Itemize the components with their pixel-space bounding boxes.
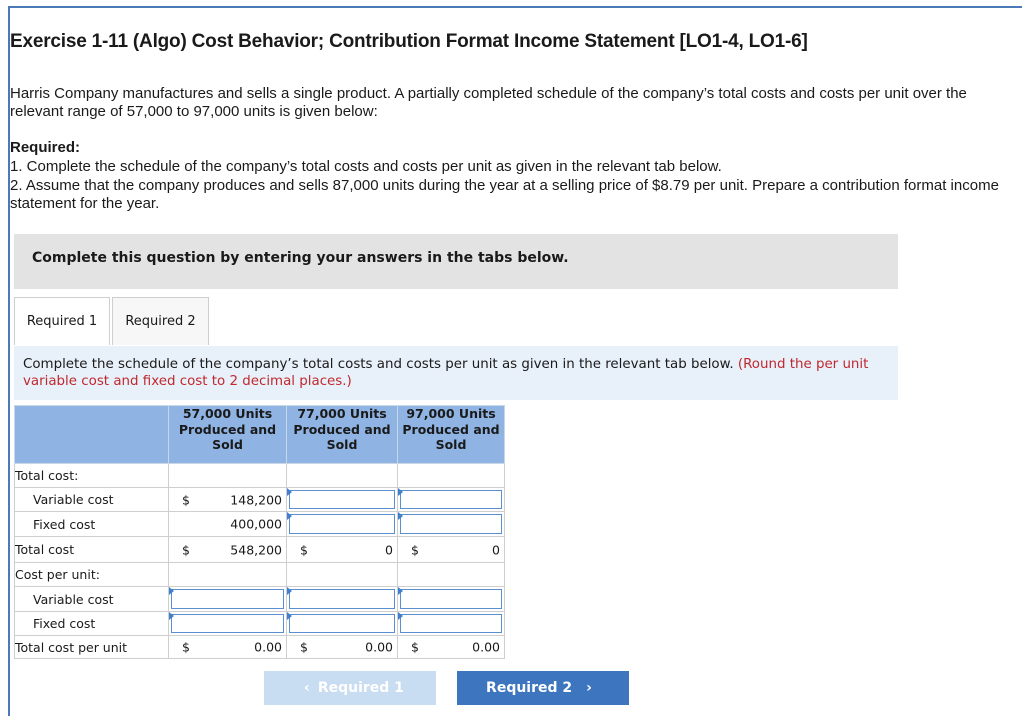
total-cost-per-unit-label: Total cost per unit [15,636,169,659]
header-77000: 77,000 Units Produced and Sold [287,406,398,464]
tab-required-1-label: Required 1 [26,314,98,329]
tab-required-2-label: Required 2 [125,314,196,329]
next-required-2-button[interactable] [457,671,629,705]
total-per-unit-77000: $ 0.00 [287,636,398,659]
chevron-right-icon: › [586,680,592,696]
pu-fixed-cost-57000-input[interactable] [171,614,284,633]
table-row [15,464,505,488]
fixed-cost-57000: 400,000 [169,512,287,537]
pu-fixed-cost-label: Fixed cost [15,612,169,636]
tabs-banner [14,234,898,289]
variable-cost-97000-cell [398,488,505,512]
fixed-cost-label: Fixed cost [15,512,169,537]
fixed-cost-77000-input[interactable] [289,514,395,534]
variable-cost-57000: $ 148,200 [169,488,287,512]
prev-button-label: Required 1 [317,680,404,696]
cost-per-unit-section-label: Cost per unit: [15,563,169,587]
prev-required-1-button[interactable] [264,671,436,705]
variable-cost-77000-input[interactable] [289,490,395,509]
instruction-box [14,346,898,400]
instruction-text: Complete the schedule of the company’s total costs and costs per unit as given in the relevant tab below. [23,357,734,372]
page-title: Exercise 1-11 (Algo) Cost Behavior; Contribution Format Income Statement [LO1-4, LO1-6] [10,31,808,52]
pu-variable-cost-label: Variable cost [15,587,169,612]
total-cost-97000: $ 0 [398,537,505,563]
next-button-label: Required 2 [486,680,573,696]
intro-text: Harris Company manufactures and sells a single product. A partially completed schedule of the company’s total costs and costs per unit over the relevant range of 57,000 to 97,000 units is given below: [10,85,967,120]
table-row [15,612,505,636]
fixed-cost-77000-cell [287,512,398,537]
header-97000: 97,000 Units Produced and Sold [398,406,505,464]
pu-fixed-cost-97000-input[interactable] [400,614,502,633]
required-heading: Required: [10,139,81,156]
header-blank [15,406,169,464]
table-row [15,537,505,563]
table-row [15,563,505,587]
pu-fixed-cost-77000-input[interactable] [289,614,395,633]
fixed-cost-97000-cell [398,512,505,537]
total-cost-77000: $ 0 [287,537,398,563]
instruction-note: (Round the per unit variable cost and fixed cost to 2 decimal places.) [23,357,869,389]
cost-schedule-table [14,405,505,659]
required-item-1: 1. Complete the schedule of the company’s total costs and costs per unit as given in the relevant tab below. [10,158,722,175]
total-per-unit-57000: $ 0.00 [169,636,287,659]
required-item-2: 2. Assume that the company produces and sells 87,000 units during the year at a selling price of $8.79 per unit. Prepare a contribution format income statement for the year. [10,177,999,212]
fixed-cost-97000-input[interactable] [400,514,502,534]
table-header-row [15,406,505,464]
pu-variable-cost-77000-input[interactable] [289,589,395,609]
chevron-left-icon: ‹ [304,680,310,696]
table-row [15,587,505,612]
total-cost-section-label: Total cost: [15,464,169,488]
variable-cost-77000-cell [287,488,398,512]
header-57000: 57,000 Units Produced and Sold [169,406,287,464]
total-cost-57000: $ 548,200 [169,537,287,563]
banner-text: Complete this question by entering your answers in the tabs below. [32,250,569,266]
total-cost-label: Total cost [15,537,169,563]
variable-cost-97000-input[interactable] [400,490,502,509]
pu-variable-cost-57000-input[interactable] [171,589,284,609]
variable-cost-label: Variable cost [15,488,169,512]
table-row [15,512,505,537]
total-per-unit-97000: $ 0.00 [398,636,505,659]
table-row [15,488,505,512]
tab-required-1[interactable] [14,297,110,345]
pu-variable-cost-97000-input[interactable] [400,589,502,609]
tab-required-2[interactable] [112,297,209,345]
table-row [15,636,505,659]
